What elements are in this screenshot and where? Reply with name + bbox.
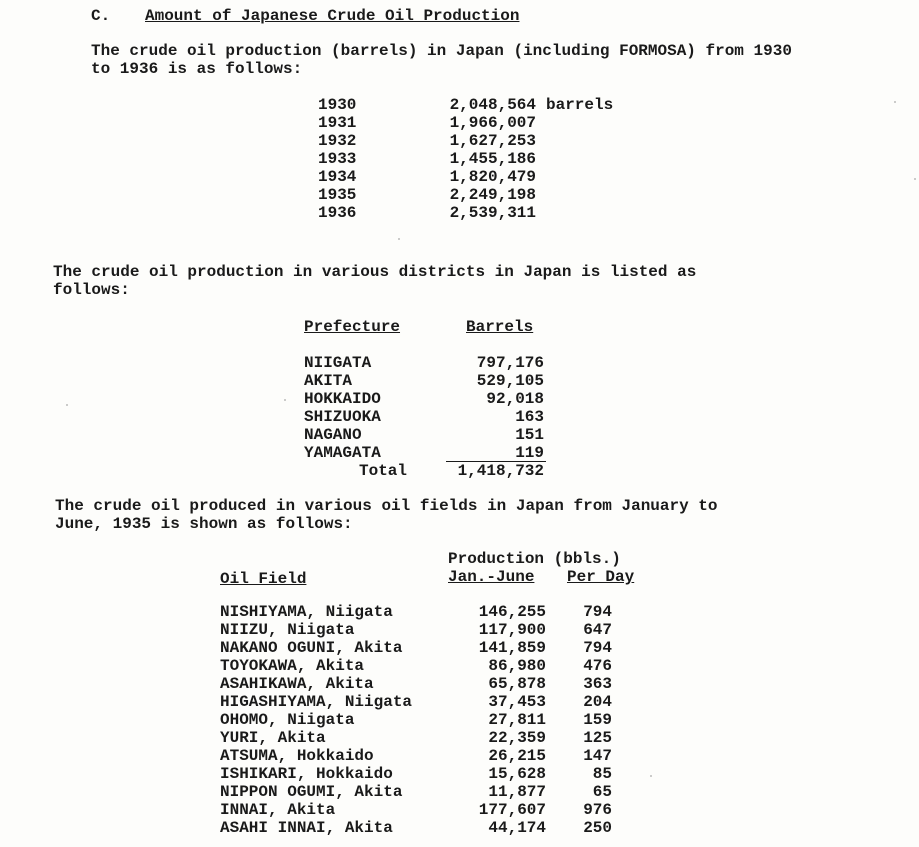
prefecture-name: NIIGATA [304,354,372,372]
field-name: NIPPON OGUMI, Akita [220,783,403,801]
intro2-line2: follows: [53,281,130,299]
field-period: 86,980 [488,657,546,675]
section-letter: C. [91,7,111,25]
year-value: 1,966,007 [449,114,536,132]
field-period: 11,877 [488,783,546,801]
prefecture-value: 92,018 [486,390,544,408]
prefecture-header-name: Prefecture [304,318,401,336]
field-name: HIGASHIYAMA, Niigata [220,693,413,711]
field-header-perday: Per Day [567,568,635,586]
field-period: 177,607 [478,801,546,819]
intro1-line2: to 1936 is as follows: [91,60,303,78]
prefecture-value: 119 [515,444,544,462]
field-perday: 125 [583,729,612,747]
year: 1930 [318,96,357,114]
prefecture-name: HOKKAIDO [304,390,381,408]
prefecture-total-label: Total [359,462,408,480]
year: 1933 [318,150,357,168]
field-perday: 65 [592,783,612,801]
field-perday: 794 [583,603,612,621]
prefecture-total-value: 1,418,732 [457,462,544,480]
field-name: OHOMO, Niigata [220,711,355,729]
year: 1932 [318,132,357,150]
field-period: 146,255 [478,603,546,621]
field-name: NIIZU, Niigata [220,621,355,639]
scan-speck [914,178,916,180]
section-title: Amount of Japanese Crude Oil Production [145,7,520,25]
year: 1935 [318,186,357,204]
scan-speck [398,238,400,240]
year-value: 2,048,564 [449,96,536,114]
field-perday: 147 [583,747,612,765]
scan-speck [650,775,652,777]
field-name: ASAHIKAWA, Akita [220,675,374,693]
intro2-line1: The crude oil production in various districts in Japan is listed as [53,263,697,281]
field-period: 37,453 [488,693,546,711]
year-value: 1,455,186 [449,150,536,168]
field-name: ASAHI INNAI, Akita [220,819,393,837]
field-perday: 363 [583,675,612,693]
field-name: YURI, Akita [220,729,326,747]
field-header-name: Oil Field [220,570,307,588]
field-perday: 794 [583,639,612,657]
prefecture-name: NAGANO [304,426,362,444]
year-value: 1,820,479 [449,168,536,186]
intro3-line1: The crude oil produced in various oil fields in Japan from January to [55,497,718,515]
intro1-line1: The crude oil production (barrels) in Japan (including FORMOSA) from 1930 [91,42,792,60]
prefecture-name: SHIZUOKA [304,408,381,426]
prefecture-value: 163 [515,408,544,426]
year-value: 2,539,311 [449,204,536,222]
scan-speck [66,404,68,406]
prefecture-name: YAMAGATA [304,444,381,462]
field-name: NISHIYAMA, Niigata [220,603,393,621]
field-period: 26,215 [488,747,546,765]
prefecture-value: 529,105 [476,372,544,390]
scan-speck [284,399,286,401]
field-perday: 85 [592,765,612,783]
prefecture-value: 797,176 [476,354,544,372]
intro3-line2: June, 1935 is shown as follows: [55,515,353,533]
field-perday: 159 [583,711,612,729]
field-perday: 647 [583,621,612,639]
year: 1936 [318,204,357,222]
field-perday: 476 [583,657,612,675]
field-name: ISHIKARI, Hokkaido [220,765,393,783]
field-period: 27,811 [488,711,546,729]
field-header-group: Production (bbls.) [448,550,621,568]
field-name: NAKANO OGUNI, Akita [220,639,403,657]
yearly-unit: barrels [546,96,614,114]
year-value: 1,627,253 [449,132,536,150]
field-perday: 976 [583,801,612,819]
field-perday: 204 [583,693,612,711]
field-period: 141,859 [478,639,546,657]
field-name: INNAI, Akita [220,801,336,819]
prefecture-name: AKITA [304,372,353,390]
year: 1934 [318,168,357,186]
field-period: 22,359 [488,729,546,747]
field-period: 44,174 [488,819,546,837]
year-value: 2,249,198 [449,186,536,204]
field-perday: 250 [583,819,612,837]
field-period: 117,900 [478,621,546,639]
scan-speck [894,101,896,103]
field-period: 15,628 [488,765,546,783]
prefecture-value: 151 [515,426,544,444]
field-name: TOYOKAWA, Akita [220,657,365,675]
year: 1931 [318,114,357,132]
field-header-period: Jan.-June [448,568,535,586]
field-period: 65,878 [488,675,546,693]
prefecture-header-value: Barrels [466,318,534,336]
field-name: ATSUMA, Hokkaido [220,747,374,765]
